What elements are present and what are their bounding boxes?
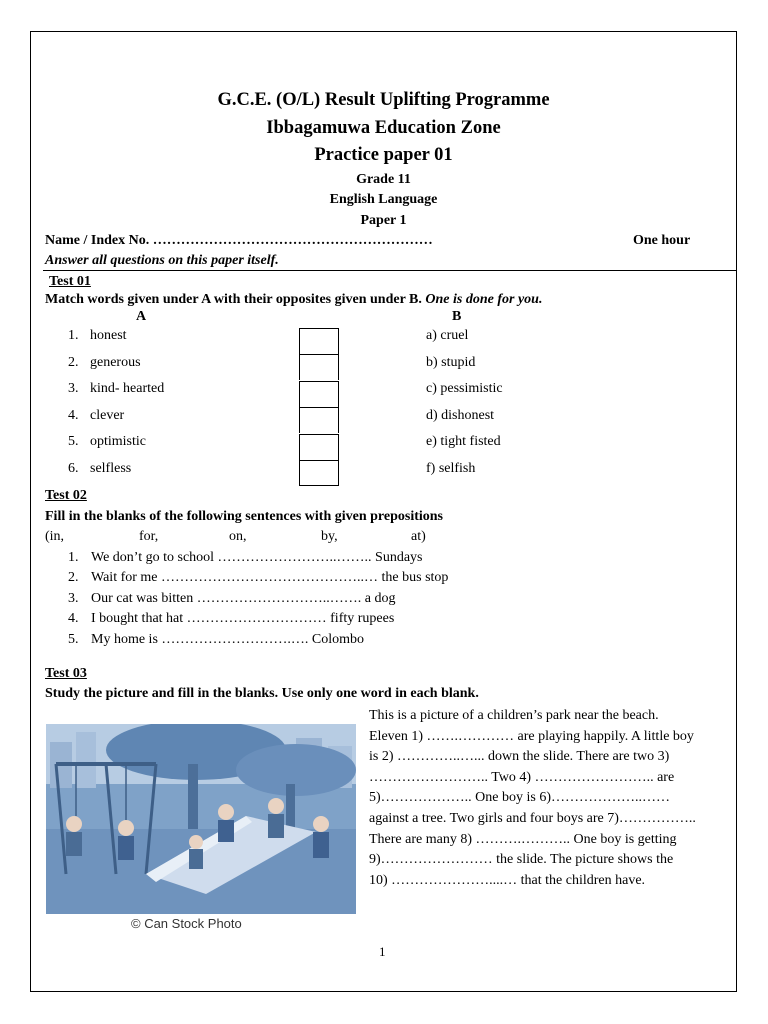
answer-box[interactable] <box>299 328 339 354</box>
item-number: 3. <box>68 591 79 606</box>
word-a: optimistic <box>90 434 146 449</box>
preposition: by, <box>321 529 338 544</box>
test1-heading: Test 01 <box>49 274 91 289</box>
word-a: honest <box>90 328 127 343</box>
passage-line: 5)……………….. One boy is 6)………………..…… <box>369 790 670 806</box>
grade-label: Grade 11 <box>356 172 411 187</box>
test3-heading: Test 03 <box>45 666 87 681</box>
exam-page <box>30 31 737 992</box>
answer-box[interactable] <box>299 460 339 486</box>
answer-box[interactable] <box>299 407 339 433</box>
word-b: e) tight fisted <box>426 434 501 449</box>
item-number: 2. <box>68 355 79 370</box>
general-instruction: Answer all questions on this paper itself. <box>45 253 279 268</box>
test3-passage <box>369 706 729 891</box>
word-a: kind- hearted <box>90 381 165 396</box>
passage-line: against a tree. Two girls and four boys are 7)…………….. <box>369 810 696 826</box>
word-b: a) cruel <box>426 328 469 343</box>
divider <box>43 270 736 271</box>
programme-title: G.C.E. (O/L) Result Uplifting Programme <box>217 90 550 110</box>
answer-box[interactable] <box>299 354 339 380</box>
paper-label: Paper 1 <box>360 213 407 228</box>
test2-heading: Test 02 <box>45 488 87 503</box>
item-number: 4. <box>68 408 79 423</box>
word-a: clever <box>90 408 125 423</box>
item-number: 5. <box>68 434 79 449</box>
preposition: at) <box>411 529 426 544</box>
preposition: (in, <box>45 529 65 544</box>
passage-line: This is a picture of a children’s park near the beach. <box>369 708 659 723</box>
item-number: 1. <box>68 550 79 565</box>
answer-box[interactable] <box>299 434 339 460</box>
passage-line: Eleven 1) …….………… are playing happily. A little boy <box>369 728 694 744</box>
paper-title: Practice paper 01 <box>314 145 453 165</box>
answer-box[interactable] <box>299 381 339 407</box>
preposition: for, <box>139 529 159 544</box>
preposition: on, <box>229 529 247 544</box>
item-number: 5. <box>68 632 79 647</box>
sentence: I bought that hat ………………………… fifty rupees <box>91 611 395 626</box>
passage-line: …………………….. Two 4) …………………….. are <box>369 769 675 785</box>
item-number: 4. <box>68 611 79 626</box>
sentence: My home is ……………………….…. Colombo <box>91 632 365 647</box>
sentence: Wait for me ……………………………………..… the bus stop <box>91 570 449 585</box>
item-number: 6. <box>68 461 79 476</box>
park-illustration <box>46 724 356 914</box>
passage-line: There are many 8) ……….……….. One boy is getting <box>369 831 677 847</box>
passage-line: is 2) …………..…... down the slide. There are two 3) <box>369 749 670 765</box>
item-number: 3. <box>68 381 79 396</box>
test3-instruction: Study the picture and fill in the blanks. Use only one word in each blank. <box>45 686 479 701</box>
item-number: 2. <box>68 570 79 585</box>
park-picture <box>46 724 356 914</box>
picture-credit: © Can Stock Photo <box>131 916 242 931</box>
duration-label: One hour <box>633 233 691 248</box>
passage-line: 10) …………………....… that the children have. <box>369 872 646 888</box>
passage-line: 9)…………………… the slide. The picture shows the <box>369 852 674 868</box>
subject-label: English Language <box>329 192 438 207</box>
word-a: generous <box>90 355 141 370</box>
word-b: d) dishonest <box>426 408 495 423</box>
item-number: 1. <box>68 328 79 343</box>
name-index-line: Name / Index No. …………………………………………………… <box>45 233 433 248</box>
word-b: b) stupid <box>426 355 476 370</box>
test2-instruction: Fill in the blanks of the following sentences with given prepositions <box>45 509 444 524</box>
sentence: Our cat was bitten ………………………..……. a dog <box>91 591 396 606</box>
sentence: We don’t go to school ……………………..…….. Sundays <box>91 550 423 565</box>
zone-title: Ibbagamuwa Education Zone <box>266 118 501 138</box>
column-b-heading: B <box>452 309 462 324</box>
word-a: selfless <box>90 461 132 476</box>
page-number: 1 <box>379 944 386 959</box>
word-b: f) selfish <box>426 461 476 476</box>
test1-instruction: Match words given under A with their opposites given under B. One is done for you. <box>45 292 543 307</box>
word-b: c) pessimistic <box>426 381 503 396</box>
column-a-heading: A <box>136 309 147 324</box>
